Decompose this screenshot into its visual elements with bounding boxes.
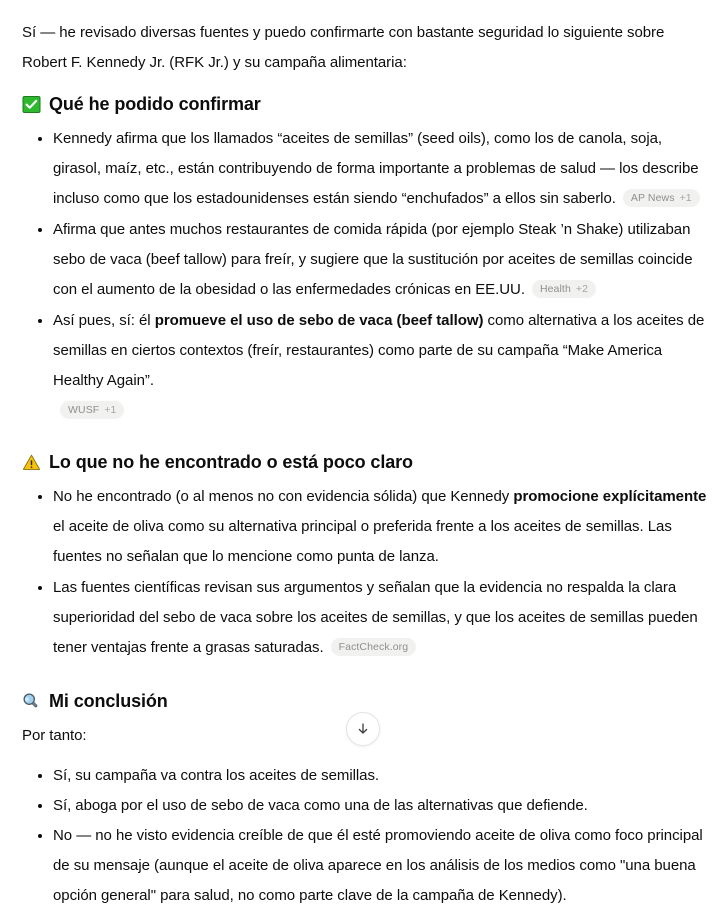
- bullet-text: el aceite de oliva como su alternativa principal o preferida frente a los aceites de semillas. Las fuentes no señalan que lo mencione como punta de lanza.: [53, 518, 672, 565]
- citation-chip-ap-news[interactable]: [623, 189, 700, 207]
- list-item: [22, 215, 712, 305]
- warning-emoji: [22, 453, 41, 472]
- citation-chip-health[interactable]: [532, 280, 596, 298]
- citation-source: AP News: [630, 192, 675, 204]
- list-item: [22, 573, 712, 663]
- section-heading-no-encontrado: [22, 450, 712, 474]
- citation-source: FactCheck.org: [338, 641, 409, 653]
- section-heading-label: Mi conclusión: [49, 691, 168, 711]
- section-no-encontrado: [22, 450, 712, 663]
- bullet-text: No — no he visto evidencia creíble de que él esté promoviendo aceite de oliva como foco principal de su mensaje (aunque el aceite de oliva aparece en los análisis de los medios como "una buena opción general" para salud, no como parte clave de la campaña de Kennedy).: [53, 827, 703, 904]
- citation-source: Health: [539, 283, 571, 295]
- bullet-text: Las fuentes científicas revisan sus argumentos y señalan que la evidencia no respalda la clara superioridad del sebo de vaca sobre los aceites de semillas, y que los aceites de semillas pueden tener ventajas frente a grasas saturadas.: [53, 579, 698, 656]
- bullet-text: Kennedy afirma que los llamados “aceites de semillas” (seed oils), como los de canola, soja, girasol, maíz, etc., están contribuyendo de forma importante a problemas de salud — los describe incluso como que los estadounidenses están siendo “enchufados” a ellos sin saberlo.: [53, 130, 699, 207]
- citation-chip-factcheck[interactable]: [331, 638, 417, 656]
- conclusion-lead-in: Por tanto:: [22, 727, 87, 744]
- citation-chip-wusf[interactable]: [60, 401, 124, 419]
- list-item: [22, 791, 712, 821]
- list-item: [22, 306, 712, 426]
- list-item: [22, 821, 712, 911]
- bullet-text: Sí, su campaña va contra los aceites de semillas.: [53, 767, 380, 784]
- arrow-down-icon: [355, 721, 371, 737]
- citation-more-count: +1: [104, 404, 117, 416]
- section-confirmado: [22, 92, 712, 426]
- citation-source: WUSF: [68, 404, 100, 416]
- bullet-list-confirmado: [22, 124, 712, 426]
- bullet-text-bold: promueve el uso de sebo de vaca (beef tallow): [154, 312, 484, 329]
- bullet-text: No he encontrado (o al menos no con evidencia sólida) que Kennedy: [53, 488, 514, 505]
- bullet-list-conclusion: [22, 761, 712, 911]
- bullet-text: Sí, aboga por el uso de sebo de vaca como una de las alternativas que defiende.: [53, 797, 588, 814]
- section-heading-conclusion: [22, 689, 712, 713]
- bullet-text: Afirma que antes muchos restaurantes de comida rápida (por ejemplo Steak ’n Shake) utilizaban sebo de vaca (beef tallow) para freír, y sugiere que la sustitución por aceites de semillas coincide con el aumento de la obesidad o las enfermedades crónicas en EE.UU.: [53, 221, 693, 298]
- white-check-mark-emoji: [22, 95, 41, 114]
- citation-more-count: +1: [679, 192, 692, 204]
- citation-more-count: +2: [575, 283, 589, 295]
- list-item: [22, 482, 712, 572]
- bullet-text: Así pues, sí: él: [53, 312, 155, 329]
- section-heading-confirmado: [22, 92, 712, 116]
- section-heading-label: Qué he podido confirmar: [49, 94, 261, 114]
- bullet-text-bold: promocione explícitamente: [513, 488, 707, 505]
- intro-paragraph: Sí — he revisado diversas fuentes y puedo confirmarte con bastante seguridad lo siguiente sobre Robert F. Kennedy Jr. (RFK Jr.) y su campaña alimentaria:: [22, 24, 665, 71]
- section-heading-label: Lo que no he encontrado o está poco claro: [49, 452, 413, 472]
- magnifying-glass-emoji: [22, 692, 41, 711]
- bullet-list-no-encontrado: [22, 482, 712, 663]
- list-item: [22, 124, 712, 214]
- bullet-text: como alternativa a los aceites de semillas en ciertos contextos (freír, restaurantes) como parte de su campaña “Make America Healthy Again”.: [53, 312, 705, 389]
- list-item: [22, 761, 712, 791]
- scroll-to-bottom-button[interactable]: [346, 712, 380, 746]
